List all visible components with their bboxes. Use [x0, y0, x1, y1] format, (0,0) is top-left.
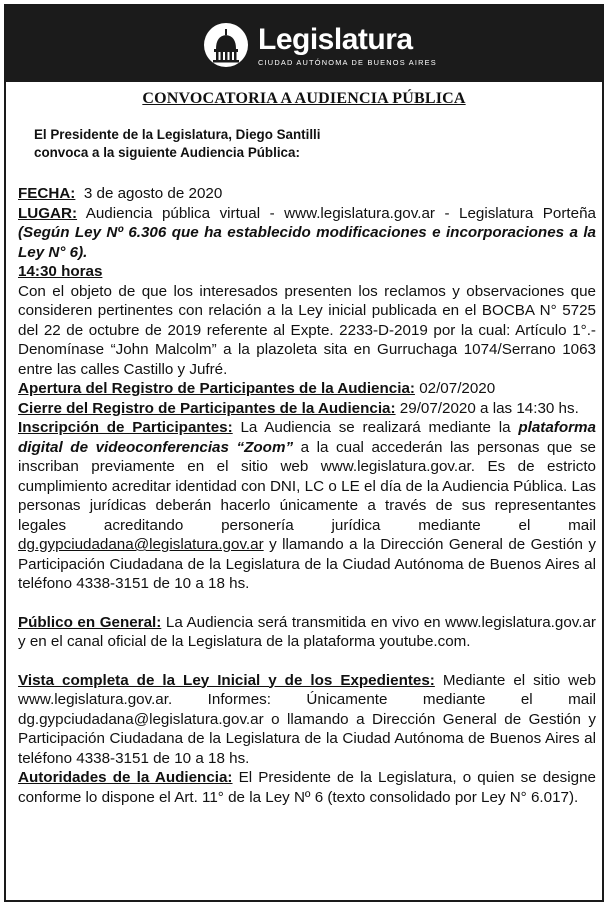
cierre-value: 29/07/2020 a las 14:30 hs. — [399, 399, 579, 417]
hora-value: 14:30 horas — [18, 263, 103, 280]
intro-text — [34, 126, 321, 162]
fecha-value: 3 de agosto de 2020 — [83, 185, 223, 202]
header-banner — [6, 6, 602, 82]
publico-row — [18, 613, 596, 652]
inscripcion-text-2: a la cual accederán las personas que se inscriban previamente en el sitio web www.legislatura.gov.ar. Es de estricto cumplimiento acreditar identidad con DNI, LC o LE el día de la Audiencia Pública. Las personas jurídicas deberán hacerlo únicamente a través de sus representantes legales acreditando personería jurídica mediante el mail — [18, 438, 596, 534]
inscripcion-label: Inscripción de Participantes: — [18, 419, 233, 436]
spacer — [18, 652, 596, 671]
apertura-row — [18, 379, 596, 399]
lugar-label: LUGAR: — [18, 204, 78, 222]
publico-text: La Audiencia será transmitida en vivo en www.legislatura.gov.ar y en el canal oficial de la Legislatura de la plataforma youtube.com. — [18, 613, 596, 650]
hora-row — [18, 262, 596, 282]
fecha-label: FECHA: — [18, 185, 76, 202]
autoridades-text: El Presidente de la Legislatura, o quien se designe conforme lo dispone el Art. 11° de la Ley Nº 6 (texto consolidado por Ley N° 6.017). — [18, 769, 596, 806]
dome-icon — [204, 23, 248, 67]
notice-body — [18, 184, 596, 807]
cierre-row — [18, 399, 596, 419]
autoridades-row — [18, 768, 596, 807]
inscripcion-text-1: La Audiencia se realizará mediante la — [240, 419, 511, 436]
inscripcion-row — [18, 418, 596, 594]
intro-line-1: El Presidente de la Legislatura, Diego Santilli — [34, 127, 321, 142]
vista-row — [18, 671, 596, 769]
brand-subtitle: CIUDAD AUTÓNOMA DE BUENOS AIRES — [258, 57, 437, 67]
inscripcion-email-link[interactable]: dg.gypciudadana@legislatura.gov.ar — [18, 536, 264, 553]
autoridades-label: Autoridades de la Audiencia: — [18, 769, 233, 786]
notice-frame — [4, 4, 604, 902]
vista-text: Mediante el sitio web www.legislatura.gov.ar. Informes: Únicamente mediante el mail dg.gypciudadana@legislatura.gov.ar o llamando a Dirección General de Gestión y Participación Ciudadana de la Legislatura de la Ciudad Autónoma de Buenos Aires al teléfono 4338-3151 de 10 a 18 hs. — [18, 671, 596, 767]
inscripcion-text-3: y llamando a la Dirección General de Gestión y Participación Ciudadana de la Legislatura de la Ciudad Autónoma de Buenos Aires al teléfono 4338-3151 de 10 a 18 hs. — [18, 536, 596, 592]
lugar-value: Audiencia pública virtual - www.legislatura.gov.ar - Legislatura Porteña — [85, 204, 596, 222]
objeto-text: Con el objeto de que los interesados presenten los reclamos y observaciones que consideren pertinentes con relación a la Ley inicial publicada en el BOCBA N° 5725 del 22 de octubre de 2019 referente al Expte. 2233-D-2019 por la cual: Artículo 1°.- Denomínase “John Malcolm” a la plazoleta sita en Gurruchaga 1074/Serrano 1063 entre las calles Castillo y Jufré. — [18, 282, 596, 378]
publico-label: Público en General: — [18, 613, 162, 631]
inscripcion-platform: plataforma digital de videoconferencias “Zoom” — [18, 419, 596, 456]
page-title: CONVOCATORIA A AUDIENCIA PÚBLICA — [142, 90, 466, 107]
cierre-label: Cierre del Registro de Participantes de la Audiencia: — [18, 399, 396, 417]
intro-line-2: convoca a la siguiente Audiencia Pública: — [34, 145, 300, 160]
apertura-label: Apertura del Registro de Participantes de la Audiencia: — [18, 380, 415, 397]
legislatura-logo — [204, 18, 437, 72]
brand-name: Legislatura — [258, 22, 413, 56]
apertura-value: 02/07/2020 — [419, 380, 496, 397]
vista-label: Vista completa de la Ley Inicial y de los Expedientes: — [18, 671, 435, 689]
lugar-row — [18, 204, 596, 263]
spacer — [18, 594, 596, 613]
fecha-row — [18, 184, 596, 204]
lugar-note: (Según Ley Nº 6.306 que ha establecido modificaciones e incorporaciones a la Ley N° 6). — [18, 224, 596, 261]
